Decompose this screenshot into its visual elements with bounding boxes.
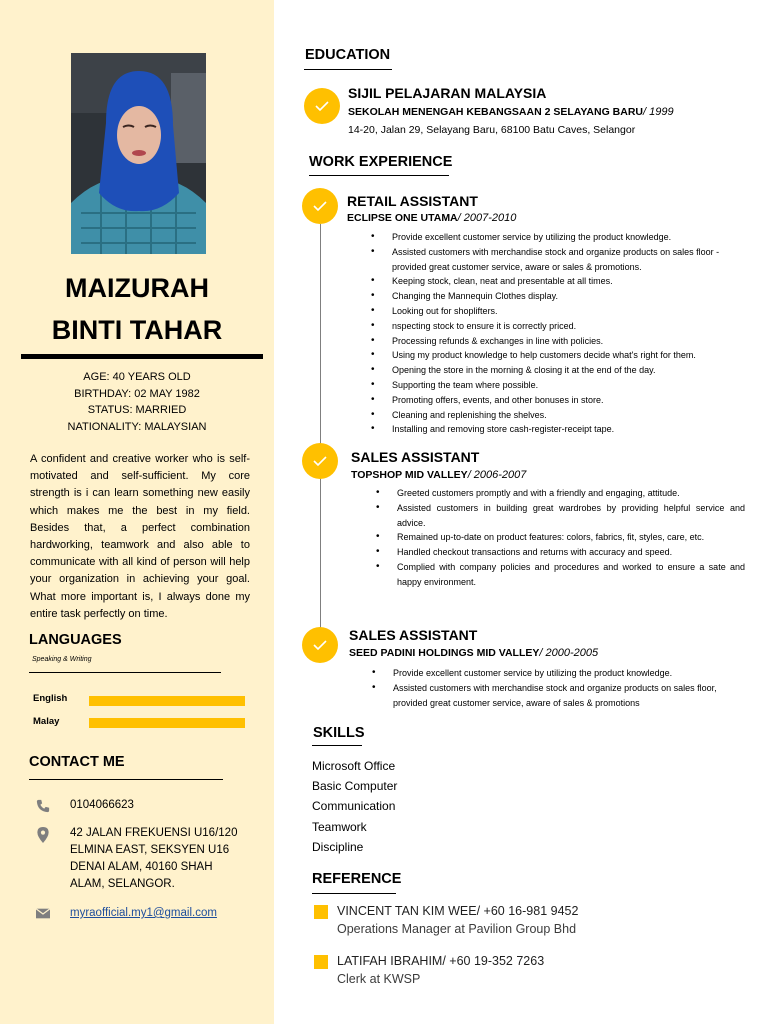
name-divider	[21, 354, 263, 359]
list-item: • Supporting the team where possible.	[371, 378, 751, 393]
reference-bullet-square	[314, 905, 328, 919]
list-item: • Using my product knowledge to help customers decide what's right for them.	[371, 348, 751, 363]
check-icon	[312, 638, 328, 652]
list-item: • Assisted customers with merchandise stock and organize products on sales floor, provided great customer service, aware of sales & promotions	[372, 681, 747, 711]
skills-heading: SKILLS	[313, 725, 365, 741]
job-company-name: TOPSHOP MID VALLEY	[351, 469, 468, 481]
address-line: DENAI ALAM, 40160 SHAH	[70, 861, 213, 873]
contact-heading: CONTACT ME	[29, 754, 125, 770]
language-bar-fill	[89, 718, 245, 728]
list-item: • Handled checkout transactions and returns with accuracy and speed.	[376, 545, 745, 560]
list-item: • Provide excellent customer service by utilizing the product knowledge.	[372, 666, 747, 681]
language-label-english: English	[33, 693, 68, 704]
check-icon	[312, 454, 328, 468]
job-timeline-marker	[302, 188, 338, 224]
profile-photo-image	[71, 53, 206, 254]
reference-name: LATIFAH IBRAHIM/ +60 19-352 7263	[337, 954, 545, 968]
education-school	[348, 106, 674, 118]
list-item: • Keeping stock, clean, neat and presentable at all times.	[371, 274, 751, 289]
languages-divider	[29, 672, 221, 673]
list-item: • Assisted customers with merchandise stock and organize products on sales floor -provided great customer service, aware or sales & promotions.	[371, 245, 751, 275]
profile-photo	[71, 53, 206, 254]
education-school-name: SEKOLAH MENENGAH KEBANGSAAN 2 SELAYANG BARU	[348, 106, 644, 118]
job-title-sales-assistant: SALES ASSISTANT	[349, 627, 478, 643]
list-item: Basic Computer	[312, 779, 398, 794]
job-years: / 2007-2010	[457, 212, 517, 224]
address-line: ALAM, SELANGOR.	[70, 878, 175, 890]
list-item: • Greeted customers promptly and with a friendly and engaging, attitude.	[376, 486, 745, 501]
job-company	[347, 212, 516, 224]
check-icon	[312, 199, 328, 213]
list-item: • Installing and removing store cash-register-receipt tape.	[371, 422, 751, 437]
reference-role: Operations Manager at Pavilion Group Bhd	[337, 922, 577, 936]
list-item: Teamwork	[312, 819, 367, 834]
about-paragraph: A confident and creative worker who is self-motivated and self-sufficient. My core strength is i can learn something new easily which makes me the best in my field. Besides that, a perfect combination hardworking, teamwork and also able to communicate with all kind of person will help your organization in achieving your goal. What more important is, I always done my entire task perfectly on time.	[30, 453, 250, 620]
skills-divider	[312, 745, 362, 746]
info-status: STATUS: MARRIED	[87, 404, 187, 416]
education-timeline-marker	[304, 88, 340, 124]
list-item: • Opening the store in the morning & closing it at the end of the day.	[371, 363, 751, 378]
address	[70, 825, 237, 893]
job-company	[351, 469, 526, 481]
education-heading: EDUCATION	[305, 47, 391, 63]
language-bar-malay	[89, 718, 245, 728]
phone-number: 0104066623	[70, 799, 134, 811]
list-item: • Changing the Mannequin Clothes display.	[371, 289, 751, 304]
reference-name: VINCENT TAN KIM WEE/ +60 16-981 9452	[337, 904, 579, 918]
sidebar	[0, 0, 274, 1024]
address-line: 42 JALAN FREKUENSI U16/120	[70, 827, 238, 839]
job-duties-list	[372, 666, 747, 710]
location-pin-icon	[36, 827, 50, 843]
job-company-name: ECLIPSE ONE UTAMA	[347, 212, 458, 224]
reference-heading: REFERENCE	[312, 871, 402, 887]
job-timeline-marker	[302, 627, 338, 663]
reference-divider	[312, 893, 396, 894]
info-birthday: BIRTHDAY: 02 MAY 1982	[74, 388, 200, 400]
list-item: • Cleaning and replenishing the shelves.	[371, 408, 751, 423]
job-company	[349, 647, 598, 659]
job-title-retail-assistant: RETAIL ASSISTANT	[347, 193, 478, 209]
info-age: AGE: 40 YEARS OLD	[83, 371, 191, 383]
phone-icon	[36, 799, 50, 813]
list-item: Communication	[312, 799, 396, 814]
education-divider	[304, 69, 392, 70]
language-bar-fill	[89, 696, 245, 706]
languages-heading: LANGUAGES	[29, 632, 122, 648]
work-heading: WORK EXPERIENCE	[309, 154, 453, 170]
list-item: Discipline	[312, 839, 364, 854]
job-duties-list	[376, 486, 745, 590]
list-item: • Promoting offers, events, and other bonuses in store.	[371, 393, 751, 408]
job-years: / 2006-2007	[467, 469, 527, 481]
list-item: • Assisted customers in building great wardrobes by providing helpful service and advice.	[376, 501, 745, 531]
job-duties-list	[371, 230, 751, 437]
education-year: / 1999	[643, 106, 674, 118]
list-item: • Complied with company policies and procedures and worked to ensure a sate and happy environment.	[376, 560, 745, 590]
reference-bullet-square	[314, 955, 328, 969]
name-line-second: BINTI TAHAR	[51, 315, 223, 345]
education-address: 14-20, Jalan 29, Selayang Baru, 68100 Batu Caves, Selangor	[348, 124, 636, 136]
education-title: SIJIL PELAJARAN MALAYSIA	[348, 85, 547, 101]
job-years: / 2000-2005	[539, 647, 599, 659]
list-item: • nspecting stock to ensure it is correctly priced.	[371, 319, 751, 334]
work-divider	[309, 175, 449, 176]
reference-role: Clerk at KWSP	[337, 972, 421, 986]
check-icon	[314, 99, 330, 113]
envelope-icon	[36, 908, 50, 919]
name-line-first: MAIZURAH	[65, 273, 209, 303]
list-item: • Looking out for shoplifters.	[371, 304, 751, 319]
info-nationality: NATIONALITY: MALAYSIAN	[67, 421, 207, 433]
list-item: • Provide excellent customer service by utilizing the product knowledge.	[371, 230, 751, 245]
list-item: • Processing refunds & exchanges in line with policies.	[371, 334, 751, 349]
job-timeline-marker	[302, 443, 338, 479]
language-label-malay: Malay	[33, 716, 60, 727]
skills-list	[312, 756, 397, 857]
work-timeline-line	[320, 224, 321, 629]
language-bar-english	[89, 696, 245, 706]
list-item: • Remained up-to-date on product features: colors, fabrics, fit, styles, care, etc.	[376, 530, 745, 545]
job-title-sales-assistant: SALES ASSISTANT	[351, 449, 480, 465]
job-company-name: SEED PADINI HOLDINGS MID VALLEY	[349, 647, 540, 659]
contact-divider	[29, 779, 223, 780]
address-line: ELMINA EAST, SEKSYEN U16	[70, 844, 230, 856]
list-item: Microsoft Office	[312, 759, 396, 773]
languages-subheading: Speaking & Writing	[32, 656, 92, 663]
email-link[interactable]: myraofficial.my1@gmail.com	[70, 907, 217, 919]
